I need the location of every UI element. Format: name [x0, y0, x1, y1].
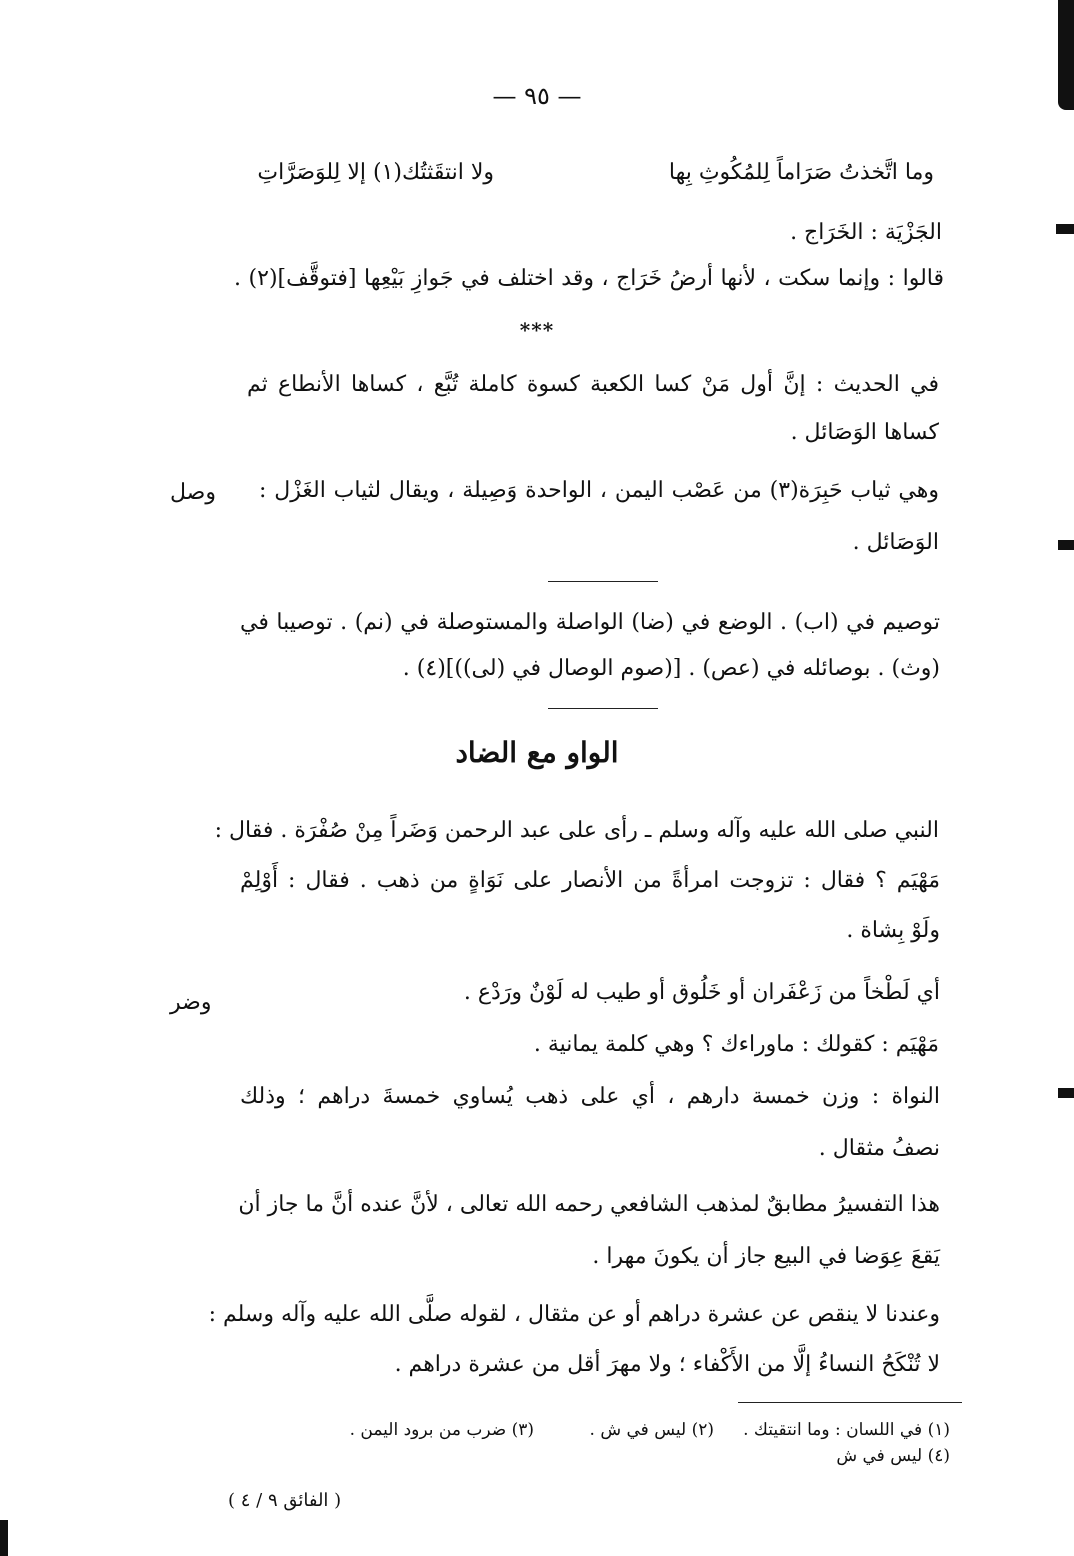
cross-reference-line: توصيم في (اب) . الوضع في (ضا) الواصلة والمستوصلة في (نم) . توصيبا في — [240, 610, 940, 635]
text-line: يَقعَ عِوَضا في البيع جاز أن يكونَ مهرا . — [592, 1244, 940, 1269]
section-separator-stars: *** — [519, 318, 555, 342]
text-line: الجَزْيَة : الخَرَاج . — [790, 220, 942, 245]
text-line: نصفُ مثقال . — [818, 1136, 940, 1161]
scan-edge-mark — [1058, 1088, 1074, 1098]
scan-edge-mark — [1058, 540, 1074, 550]
text-line: في الحديث : إنَّ أول مَنْ كسا الكعبة كسوة كاملة تُبَّع ، كساها الأنطاع ثم — [247, 372, 939, 397]
text-line: هذا التفسيرُ مطابقٌ لمذهب الشافعي رحمه الله تعالى ، لأنَّ عنده أنَّ ما جاز أن — [238, 1192, 940, 1217]
text-line: ولَوْ بِشاة . — [846, 918, 940, 943]
text-line: قالوا : وإنما سكت ، لأنها أرضُ خَرَاج ، وقد اختلف في جَوازِ بَيْعِها [فتوقَّف](٢) . — [234, 266, 945, 291]
text-line: وعندنا لا ينقص عن عشرة دراهم أو عن مثقال ، لقوله صلَّى الله عليه وآله وسلم : — [208, 1302, 940, 1327]
footnote: (٢) ليس في ش . — [589, 1420, 714, 1440]
text-line: الوَصَائل . — [852, 530, 939, 555]
divider-rule — [548, 708, 658, 709]
text-line: كساها الوَصَائل . — [790, 420, 939, 445]
margin-headword-wasl: وصل — [170, 480, 216, 505]
text-line: مَهْيَم ؟ فقال : تزوجت امرأةً من الأنصار على نَوَاةٍ من ذهب . فقال : أَوْلِمْ — [240, 868, 940, 893]
text-line: النبي صلى الله عليه وآله وسلم ـ رأى على عبد الرحمن وَضَراً مِنْ صُفْرَة . فقال : — [214, 818, 939, 843]
text-line: لا تُنْكَحُ النساءُ إلَّا من الأَكْفاء ؛ ولا مهرَ أقل من عشرة دراهم . — [394, 1352, 940, 1377]
text-line: مَهْيَم : كقولك : ماوراءك ؟ وهي كلمة يمانية . — [533, 1032, 939, 1057]
margin-headword-wadar: وضر — [170, 990, 212, 1015]
text-line: وهي ثياب حَبِرَة(٣) من عَصْب اليمن ، الواحدة وَصِيلة ، ويقال لثياب الغَزْل : — [259, 478, 939, 503]
signature-mark: ( الفائق ٩ / ٤ ) — [228, 1490, 342, 1511]
cross-reference-line: (وث) . بوصائله في (عص) . [(صوم الوصال في (لى))](٤) . — [402, 656, 940, 681]
footnote: (١) في اللسان : وما انتقيتك . — [743, 1420, 950, 1440]
page-number: — ٩٥ — — [492, 82, 582, 110]
scan-edge-mark — [1056, 224, 1074, 234]
text-line: النواة : وزن خمسة دارهم ، أي على ذهب يُساوي خمسةَ دراهم ؛ وذلك — [240, 1084, 940, 1109]
scan-edge-mark — [0, 1520, 8, 1556]
divider-rule — [548, 581, 658, 582]
footnote: (٤) ليس في ش — [836, 1446, 950, 1466]
footnote: (٣) ضرب من برود اليمن . — [349, 1420, 534, 1440]
footnote-rule — [738, 1402, 962, 1403]
text-line: أي لَطْخاً من زَعْفَران أو خَلُوق أو طيب له لَوْنٌ ورَدْع . — [463, 980, 940, 1005]
section-heading: الواو مع الضاد — [455, 736, 619, 769]
verse-left-hemistich: ولا انتقَثتُك(١) إلا لِلوَصَرَّاتِ — [257, 160, 494, 185]
verse-right-hemistich: وما اتَّخذتُ صَرَاماً لِلمُكُوثِ بِها — [668, 160, 934, 185]
